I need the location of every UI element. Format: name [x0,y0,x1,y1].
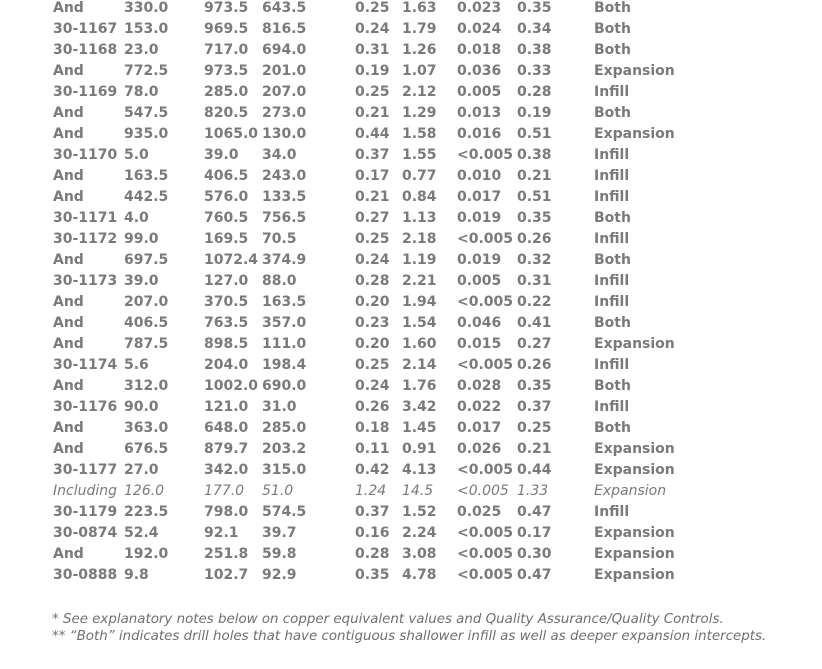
table-cell: 0.30 [517,546,552,562]
table-cell: 223.5 [124,504,169,520]
footnotes [52,611,766,645]
table-cell: Expansion [594,525,675,541]
table-cell: 0.017 [457,189,502,205]
table-cell: And [53,0,84,16]
table-row [0,334,822,355]
table-cell: Expansion [594,441,675,457]
table-cell: 0.017 [457,420,502,436]
table-cell: 203.2 [262,441,307,457]
table-cell: 92.9 [262,567,297,583]
table-row [0,208,822,229]
table-cell: 0.37 [355,504,390,520]
table-cell: 0.21 [355,189,390,205]
table-cell: 153.0 [124,21,169,37]
table-cell: 1.54 [402,315,437,331]
table-cell: 694.0 [262,42,307,58]
table-cell: 0.21 [355,105,390,121]
table-cell: Infill [594,84,630,100]
table-cell: 207.0 [262,84,307,100]
footnote-copper-equivalent: * See explanatory notes below on copper equivalent values and Quality Assurance/Quality Controls. [52,612,724,627]
table-cell: Infill [594,273,630,289]
table-cell: 0.005 [457,84,502,100]
table-cell: 0.38 [517,42,552,58]
table-cell: Expansion [594,546,675,562]
table-cell: 357.0 [262,315,307,331]
table-cell: 4.78 [402,567,437,583]
table-cell: 285.0 [262,420,307,436]
table-cell: 0.026 [457,441,502,457]
table-cell: 1.19 [402,252,437,268]
table-cell: 0.16 [355,525,390,541]
table-cell: 121.0 [204,399,249,415]
table-cell: 177.0 [204,483,245,499]
table-cell: 163.5 [262,294,307,310]
table-cell: <0.005 [457,462,514,478]
table-cell: Infill [594,147,630,163]
table-row [0,460,822,481]
table-cell: 0.23 [355,315,390,331]
table-cell: Both [594,252,631,268]
table-cell: Expansion [594,63,675,79]
table-cell: 717.0 [204,42,249,58]
table-cell: 1.94 [402,294,437,310]
table-cell: 130.0 [262,126,307,142]
table-cell: 39.0 [124,273,159,289]
table-cell: Expansion [594,462,675,478]
table-cell: 88.0 [262,273,297,289]
table-cell: 0.41 [517,315,552,331]
table-cell: 0.19 [517,105,552,121]
table-cell: 0.25 [355,357,390,373]
table-cell: 787.5 [124,336,169,352]
table-row [0,481,822,502]
table-cell: Infill [594,294,630,310]
table-cell: 0.31 [355,42,390,58]
table-cell: Infill [594,357,630,373]
table-cell: 406.5 [124,315,169,331]
table-cell: 2.14 [402,357,437,373]
table-cell: 0.42 [355,462,390,478]
table-cell: 0.37 [517,399,552,415]
table-row [0,523,822,544]
table-cell: 0.24 [355,21,390,37]
table-cell: 0.25 [517,420,552,436]
table-cell: 30-0874 [53,525,118,541]
table-cell: 898.5 [204,336,249,352]
table-cell: 0.21 [517,168,552,184]
table-cell: 0.11 [355,441,390,457]
table-cell: Both [594,42,631,58]
table-cell: 798.0 [204,504,249,520]
table-row [0,271,822,292]
table-cell: 0.25 [355,84,390,100]
table-cell: Infill [594,504,630,520]
table-row [0,565,822,586]
table-cell: 363.0 [124,420,169,436]
table-cell: 2.21 [402,273,437,289]
table-cell: 23.0 [124,42,159,58]
table-cell: 1.76 [402,378,437,394]
table-cell: <0.005 [457,294,514,310]
table-cell: 760.5 [204,210,249,226]
table-cell: 0.28 [355,273,390,289]
table-cell: 547.5 [124,105,169,121]
table-cell: 0.35 [517,210,552,226]
table-cell: 0.35 [517,378,552,394]
table-cell: 169.5 [204,231,249,247]
table-cell: 1.60 [402,336,437,352]
table-cell: 816.5 [262,21,307,37]
table-cell: 30-1168 [53,42,118,58]
table-cell: 969.5 [204,21,249,37]
table-cell: Infill [594,189,630,205]
table-cell: 0.24 [355,378,390,394]
table-cell: 207.0 [124,294,169,310]
table-cell: 0.38 [517,147,552,163]
table-row [0,355,822,376]
table-cell: 576.0 [204,189,249,205]
table-cell: 0.27 [517,336,552,352]
table-cell: <0.005 [457,525,514,541]
table-row [0,61,822,82]
table-cell: 133.5 [262,189,307,205]
table-cell: 312.0 [124,378,169,394]
table-cell: 370.5 [204,294,249,310]
table-cell: 198.4 [262,357,307,373]
table-cell: And [53,420,84,436]
table-cell: 0.24 [355,252,390,268]
table-cell: 0.77 [402,168,437,184]
table-cell: 0.25 [355,231,390,247]
table-cell: 0.51 [517,126,552,142]
table-cell: 30-1179 [53,504,118,520]
table-cell: Both [594,420,631,436]
table-cell: <0.005 [457,483,509,499]
table-row [0,229,822,250]
table-cell: 3.42 [402,399,437,415]
table-row [0,124,822,145]
table-row [0,40,822,61]
table-cell: 92.1 [204,525,239,541]
table-cell: <0.005 [457,147,514,163]
table-cell: 59.8 [262,546,297,562]
table-cell: 0.015 [457,336,502,352]
table-cell: 1.13 [402,210,437,226]
table-cell: 0.018 [457,42,502,58]
table-cell: 879.7 [204,441,249,457]
table-cell: 30-1171 [53,210,118,226]
table-cell: 0.023 [457,0,502,16]
table-cell: 0.19 [355,63,390,79]
table-cell: And [53,336,84,352]
table-cell: And [53,63,84,79]
table-cell: 0.28 [355,546,390,562]
table-cell: 51.0 [262,483,294,499]
table-cell: 2.12 [402,84,437,100]
table-cell: Infill [594,399,630,415]
table-cell: 30-1176 [53,399,118,415]
table-cell: 5.6 [124,357,149,373]
table-cell: 192.0 [124,546,169,562]
table-cell: 820.5 [204,105,249,121]
table-cell: And [53,378,84,394]
table-cell: <0.005 [457,567,514,583]
table-cell: 0.33 [517,63,552,79]
table-row [0,145,822,166]
table-cell: 0.21 [517,441,552,457]
table-cell: 697.5 [124,252,169,268]
table-cell: 201.0 [262,63,307,79]
table-cell: 1.52 [402,504,437,520]
table-cell: 648.0 [204,420,249,436]
table-cell: 127.0 [204,273,249,289]
table-cell: 0.17 [517,525,552,541]
table-cell: 0.20 [355,336,390,352]
table-cell: 2.24 [402,525,437,541]
table-cell: Both [594,315,631,331]
table-cell: 0.44 [355,126,390,142]
table-cell: 0.35 [517,0,552,16]
table-cell: 102.7 [204,567,249,583]
table-cell: 0.013 [457,105,502,121]
table-cell: 0.25 [355,0,390,16]
table-cell: 374.9 [262,252,307,268]
table-cell: 0.20 [355,294,390,310]
table-cell: 1002.0 [204,378,259,394]
table-cell: 0.019 [457,252,502,268]
table-cell: 0.028 [457,378,502,394]
table-cell: Both [594,210,631,226]
table-cell: 973.5 [204,63,249,79]
table-row [0,19,822,40]
table-cell: 0.010 [457,168,502,184]
table-cell: And [53,168,84,184]
table-cell: 935.0 [124,126,169,142]
table-cell: 0.26 [355,399,390,415]
table-row [0,166,822,187]
table-cell: Expansion [594,126,675,142]
table-cell: 30-0888 [53,567,118,583]
table-row [0,103,822,124]
table-row [0,187,822,208]
table-cell: 1.33 [517,483,549,499]
table-cell: 39.0 [204,147,239,163]
table-cell: 30-1172 [53,231,118,247]
table-cell: 0.91 [402,441,437,457]
table-cell: 763.5 [204,315,249,331]
table-cell: Expansion [594,483,667,499]
table-cell: 342.0 [204,462,249,478]
table-cell: 0.47 [517,504,552,520]
table-cell: And [53,189,84,205]
table-cell: 0.22 [517,294,552,310]
table-cell: 643.5 [262,0,307,16]
table-cell: Both [594,378,631,394]
table-cell: <0.005 [457,357,514,373]
table-cell: 0.84 [402,189,437,205]
table-cell: Expansion [594,336,675,352]
table-cell: 30-1174 [53,357,118,373]
table-cell: 756.5 [262,210,307,226]
table-cell: 0.35 [355,567,390,583]
table-cell: 5.0 [124,147,149,163]
table-row [0,418,822,439]
table-cell: 1.79 [402,21,437,37]
table-cell: 1.26 [402,42,437,58]
table-cell: 0.37 [355,147,390,163]
table-cell: 0.27 [355,210,390,226]
table-cell: 0.024 [457,21,502,37]
table-cell: Infill [594,168,630,184]
table-cell: 251.8 [204,546,249,562]
table-cell: Both [594,0,631,16]
table-cell: 772.5 [124,63,169,79]
table-cell: 0.26 [517,357,552,373]
table-cell: 30-1167 [53,21,118,37]
table-cell: 574.5 [262,504,307,520]
table-row [0,0,822,19]
table-cell: 243.0 [262,168,307,184]
table-cell: 90.0 [124,399,159,415]
table-row [0,502,822,523]
table-cell: And [53,126,84,142]
table-cell: 27.0 [124,462,159,478]
table-cell: 0.016 [457,126,502,142]
table-cell: Infill [594,231,630,247]
table-cell: 0.005 [457,273,502,289]
table-cell: <0.005 [457,546,514,562]
table-cell: 99.0 [124,231,159,247]
table-cell: And [53,294,84,310]
table-cell: 31.0 [262,399,297,415]
table-cell: 0.31 [517,273,552,289]
table-row [0,313,822,334]
table-cell: Including [53,483,117,499]
table-cell: 1.55 [402,147,437,163]
table-cell: 0.44 [517,462,552,478]
table-cell: 273.0 [262,105,307,121]
table-cell: 52.4 [124,525,159,541]
table-cell: Both [594,21,631,37]
table-cell: 0.51 [517,189,552,205]
table-cell: 0.025 [457,504,502,520]
footnote-both-definition: ** “Both” indicates drill holes that have contiguous shallower infill as well as deeper expansion intercepts. [52,629,767,644]
table-cell: 30-1170 [53,147,118,163]
table-cell: Both [594,105,631,121]
table-cell: 4.0 [124,210,149,226]
table-cell: 330.0 [124,0,169,16]
table-cell: 406.5 [204,168,249,184]
table-cell: 9.8 [124,567,149,583]
table-cell: 0.28 [517,84,552,100]
table-cell: Expansion [594,567,675,583]
table-cell: 34.0 [262,147,297,163]
table-row [0,292,822,313]
table-row [0,82,822,103]
table-cell: 1.63 [402,0,437,16]
table-cell: 2.18 [402,231,437,247]
table-cell: 442.5 [124,189,169,205]
table-cell: 70.5 [262,231,297,247]
table-cell: 1.58 [402,126,437,142]
table-cell: 0.18 [355,420,390,436]
table-cell: 1.24 [355,483,387,499]
table-cell: 39.7 [262,525,297,541]
table-cell: 0.34 [517,21,552,37]
table-cell: 0.47 [517,567,552,583]
table-row [0,544,822,565]
table-cell: 676.5 [124,441,169,457]
table-cell: 30-1169 [53,84,118,100]
table-cell: 204.0 [204,357,249,373]
table-cell: 1.07 [402,63,437,79]
table-cell: 0.046 [457,315,502,331]
table-cell: 1.45 [402,420,437,436]
table-cell: And [53,546,84,562]
table-cell: 0.036 [457,63,502,79]
table-row [0,439,822,460]
table-cell: 30-1177 [53,462,118,478]
table-cell: 0.32 [517,252,552,268]
table-cell: And [53,441,84,457]
table-cell: 0.26 [517,231,552,247]
table-cell: 0.17 [355,168,390,184]
table-cell: 126.0 [124,483,165,499]
table-cell: 111.0 [262,336,307,352]
table-cell: 14.5 [402,483,434,499]
table-cell: 1072.4 [204,252,259,268]
table-cell: 285.0 [204,84,249,100]
table-cell: And [53,252,84,268]
table-row [0,250,822,271]
table-cell: 315.0 [262,462,307,478]
table-row [0,376,822,397]
table-cell: 163.5 [124,168,169,184]
table-cell: 1065.0 [204,126,259,142]
table-cell: 690.0 [262,378,307,394]
table-row [0,397,822,418]
table-cell: 4.13 [402,462,437,478]
table-cell: 0.022 [457,399,502,415]
table-cell: <0.005 [457,231,514,247]
table-cell: And [53,105,84,121]
table-cell: And [53,315,84,331]
table-cell: 30-1173 [53,273,118,289]
table-cell: 973.5 [204,0,249,16]
table-cell: 3.08 [402,546,437,562]
table-cell: 0.019 [457,210,502,226]
table-cell: 78.0 [124,84,159,100]
table-cell: 1.29 [402,105,437,121]
